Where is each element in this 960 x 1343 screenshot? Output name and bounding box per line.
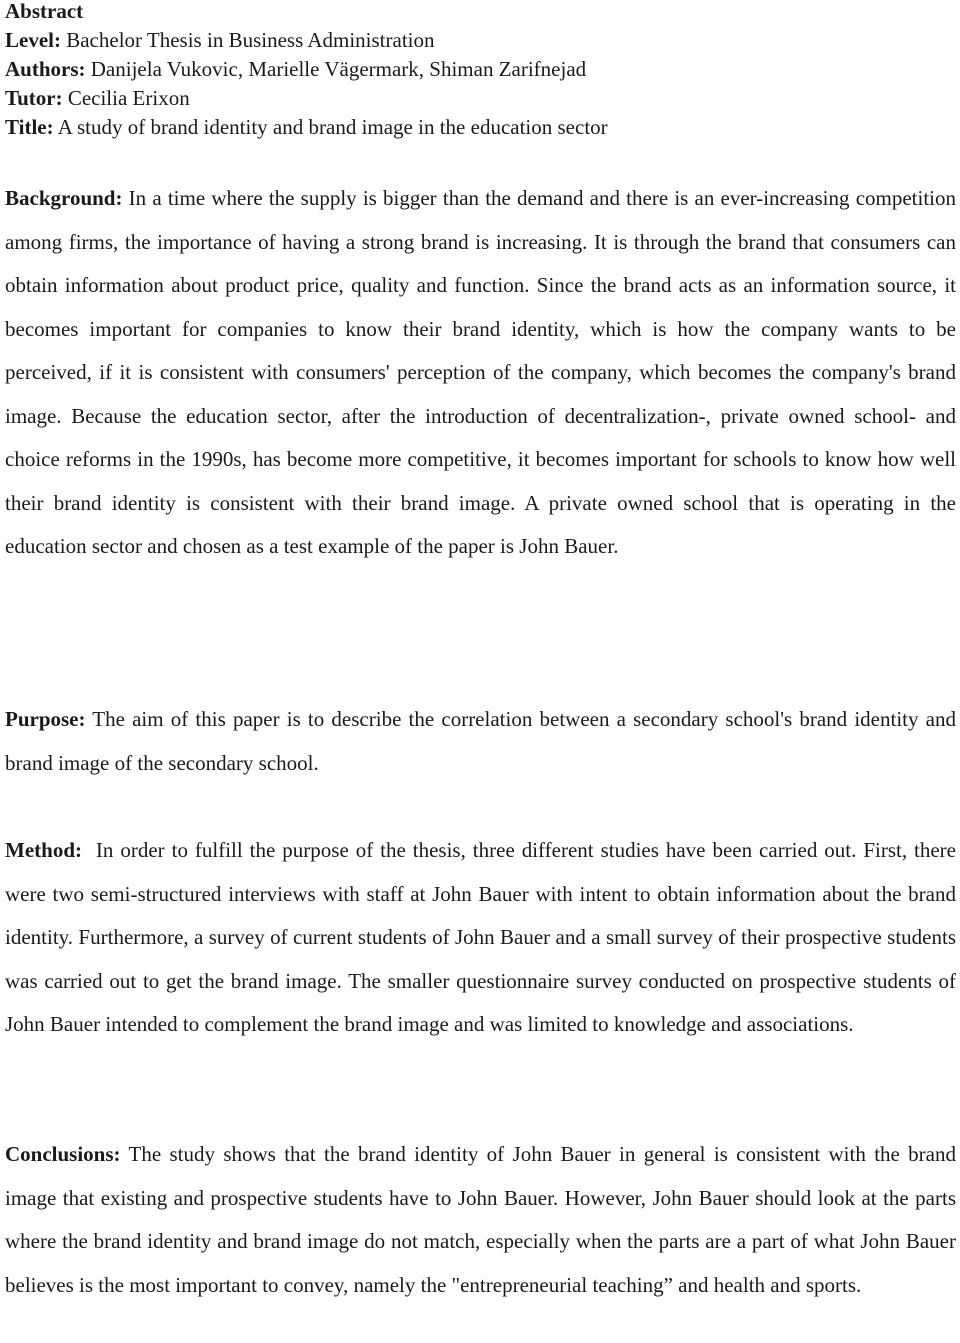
title-value: A study of brand identity and brand image in the education sector — [57, 115, 608, 139]
document-page — [5, 0, 957, 1297]
abstract-header — [5, 0, 956, 142]
abstract-heading: Abstract — [5, 0, 84, 23]
authors-value: Danijela Vukovic, Marielle Vägermark, Shiman Zarifnejad — [90, 57, 587, 81]
authors-line — [5, 55, 956, 84]
title-label: Title: — [5, 115, 54, 139]
conclusions-label: Conclusions: — [5, 1142, 121, 1166]
method-text: In order to fulfill the purpose of the thesis, three different studies have been carried out. First, there were two semi-structured interviews with staff at John Bauer with intent to obtain information about the brand identity. Furthermore, a survey of current students of John Bauer and a small survey of their prospective students was carried out to get the brand image. The smaller questionnaire survey conducted on prospective students of John Bauer intended to complement the brand image and was limited to knowledge and associations. — [5, 838, 956, 1036]
tutor-label: Tutor: — [5, 86, 63, 110]
conclusions-text: The study shows that the brand identity of John Bauer in general is consistent with the brand image that existing and prospective students have to John Bauer. However, John Bauer should look at the parts where the brand identity and brand image do not match, especially when the parts are a part of what John Bauer believes is the most important to convey, namely the "entrepreneurial teaching” and health and sports. — [5, 1142, 957, 1297]
background-paragraph — [5, 177, 956, 569]
method-label: Method: — [5, 838, 82, 862]
authors-label: Authors: — [5, 57, 86, 81]
purpose-text: The aim of this paper is to describe the correlation between a secondary school's brand identity and brand image of the secondary school. — [5, 707, 956, 775]
tutor-value: Cecilia Erixon — [67, 86, 190, 110]
background-text: In a time where the supply is bigger than the demand and there is an ever-increasing competition among firms, the importance of having a strong brand is increasing. It is through the brand that consumers can obtain information about product price, quality and function. Since the brand acts as an information source, it becomes important for companies to know their brand identity, which is how the company wants to be perceived, if it is consistent with consumers' perception of the company, which becomes the company's brand image. Because the education sector, after the introduction of decentralization-, private owned school- and choice reforms in the 1990s, has become more competitive, it becomes important for schools to know how well their brand identity is consistent with their brand image. A private owned school that is operating in the education sector and chosen as a test example of the paper is John Bauer. — [5, 186, 957, 558]
level-line — [5, 26, 956, 55]
level-value: Bachelor Thesis in Business Administration — [66, 28, 435, 52]
purpose-label: Purpose: — [5, 707, 86, 731]
title-line — [5, 113, 956, 142]
method-paragraph — [5, 829, 956, 1047]
background-label: Background: — [5, 186, 123, 210]
conclusions-paragraph — [5, 1133, 956, 1307]
purpose-paragraph — [5, 698, 956, 785]
level-label: Level: — [5, 28, 61, 52]
tutor-line — [5, 84, 956, 113]
